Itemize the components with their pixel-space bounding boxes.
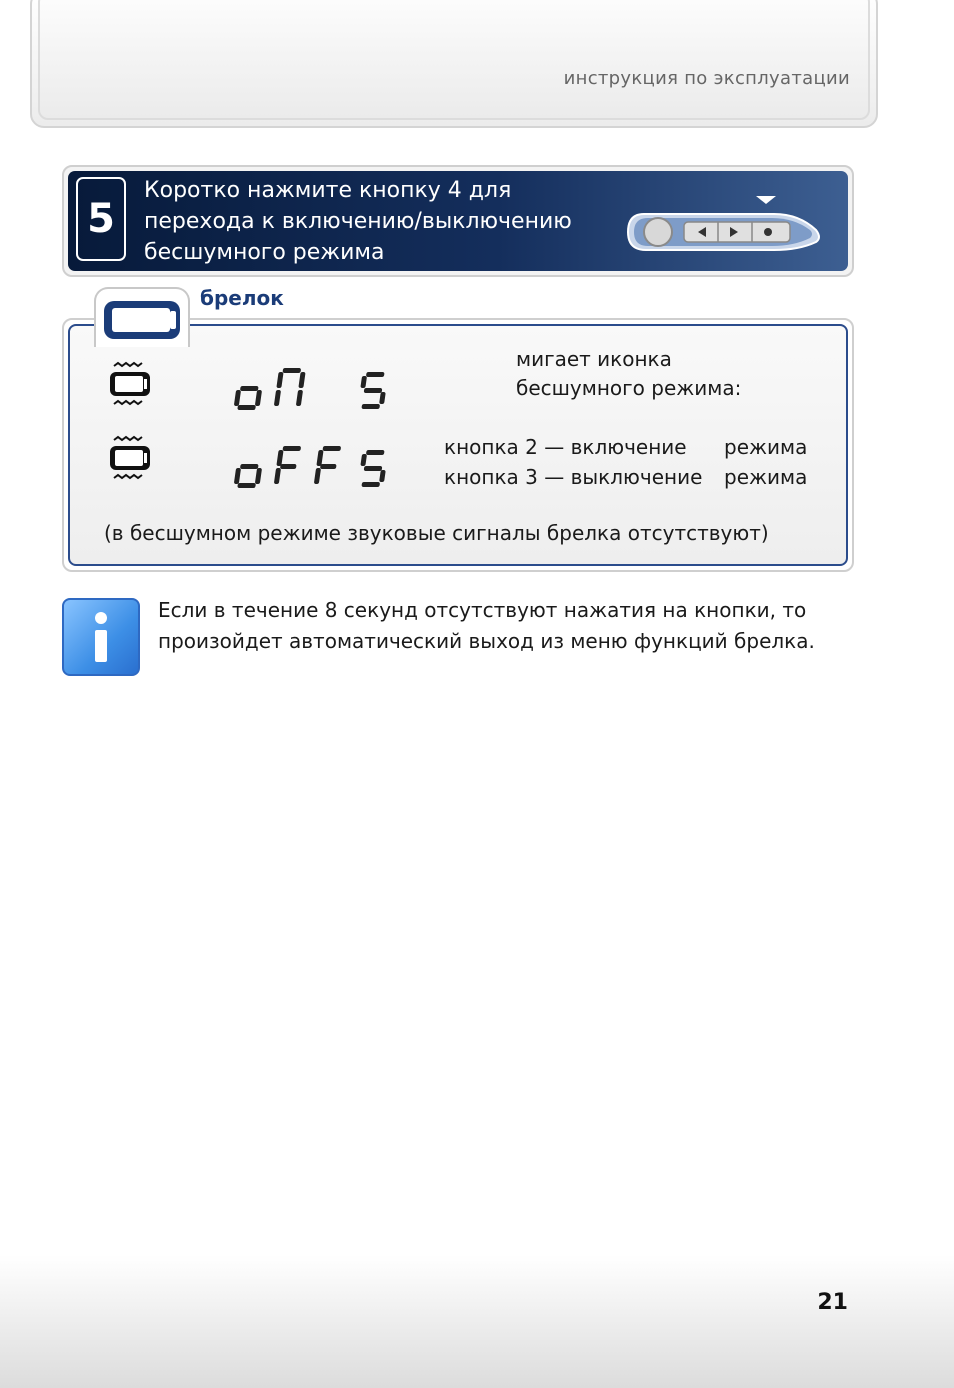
arrow-down-icon: [756, 196, 776, 204]
silent-mode-icon: [104, 434, 156, 484]
display-off: [232, 440, 402, 500]
button3-label: кнопка 3 — выключение: [444, 465, 703, 489]
step-line-2: перехода к включению/выключению: [144, 209, 572, 234]
step-line-3: бесшумного режима: [144, 240, 385, 265]
header-title: инструкция по эксплуатации: [563, 68, 850, 89]
keyfob-icon: [624, 190, 824, 262]
info-line-2: произойдет автоматический выход из меню функций брелка.: [158, 629, 815, 653]
page-header: [30, 0, 878, 128]
button2-label: кнопка 2 — включение: [444, 435, 687, 459]
button3-suffix: режима: [724, 465, 808, 489]
step-instruction: [144, 175, 614, 268]
display-on: [232, 362, 402, 422]
info-note: [158, 595, 858, 657]
page-header-inner: [38, 0, 870, 120]
page-footer: [0, 1255, 954, 1388]
keyfob-tab: [94, 287, 190, 347]
blink-note-line-1: мигает иконка: [516, 347, 672, 371]
info-icon: [62, 598, 140, 676]
info-glyph: [64, 600, 138, 674]
panel-footnote: (в бесшумном режиме звуковые сигналы брелка отсутствуют): [104, 521, 769, 545]
keyfob-icon: [96, 289, 188, 345]
step-number: 5: [76, 177, 126, 261]
silent-mode-icon: [104, 360, 156, 410]
section-label: брелок: [200, 286, 284, 310]
blink-note-line-2: бесшумного режима:: [516, 376, 742, 400]
button2-suffix: режима: [724, 435, 808, 459]
page-number: 21: [817, 1290, 848, 1315]
info-line-1: Если в течение 8 секунд отсутствуют нажатия на кнопки, то: [158, 598, 807, 622]
step-line-1: Коротко нажмите кнопку 4 для: [144, 178, 512, 203]
